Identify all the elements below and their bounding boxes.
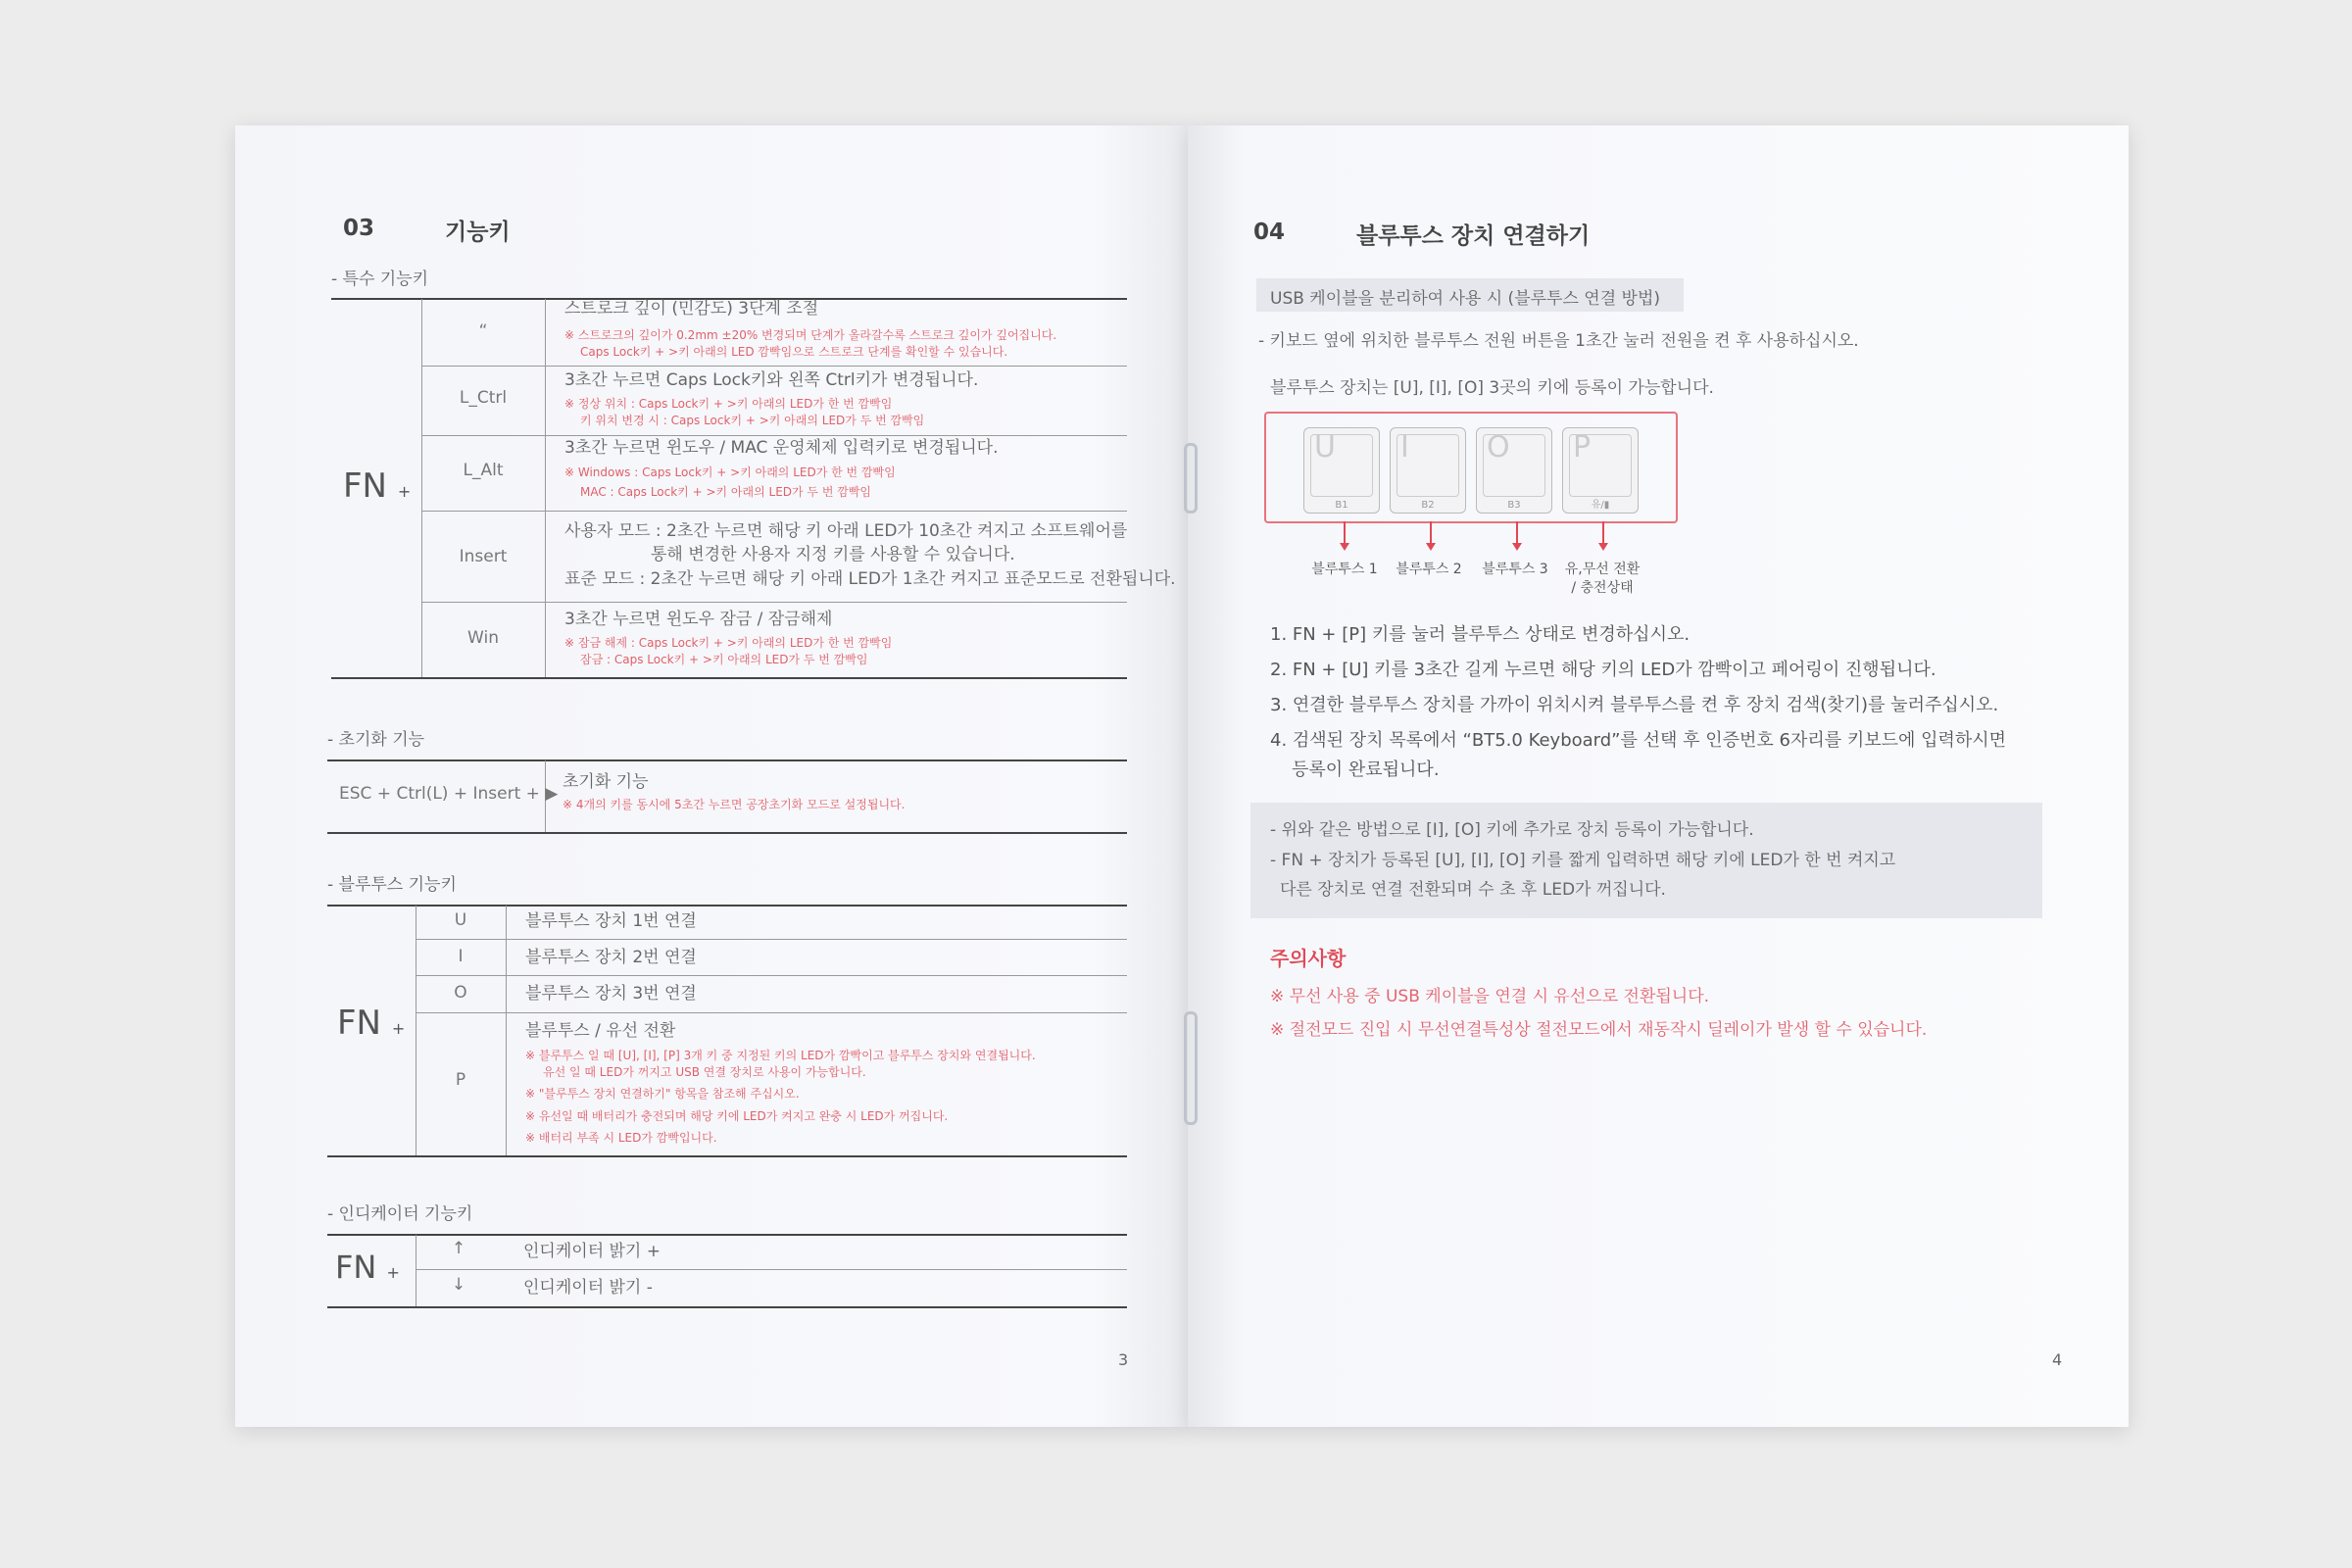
keycap-u: U B1 <box>1303 427 1380 514</box>
key-o: O <box>454 983 467 1003</box>
note-lctrl-1: ※ 정상 위치 : Caps Lock키 + >키 아래의 LED가 한 번 깜빡임 <box>564 397 893 411</box>
info-line-1: - 위와 같은 방법으로 [I], [O] 키에 추가로 장치 등록이 가능합니다. <box>1270 820 1754 840</box>
note-stroke-1: ※ 스트로크의 깊이가 0.2mm ±20% 변경되며 단계가 올라갈수록 스트로크 깊이가 깊어집니다. <box>564 328 1057 342</box>
arrow-4 <box>1602 521 1604 545</box>
fn-label: FN + <box>343 466 412 506</box>
bt-top-rule <box>327 905 1127 906</box>
bt-divider <box>506 906 507 1155</box>
binding-clip-top <box>1184 443 1198 514</box>
section-title: 기능키 <box>445 220 511 245</box>
desc-u: 블루투스 장치 1번 연결 <box>525 911 697 931</box>
fn-label-bt: FN + <box>337 1004 406 1043</box>
subsection-indicator: - 인디케이터 기능키 <box>327 1204 473 1224</box>
table-bottom-rule <box>331 677 1127 679</box>
label-charge-state: / 충전상태 <box>1571 580 1634 596</box>
reset-bottom-rule <box>327 832 1127 834</box>
fn-label-indicator: FN + <box>335 1249 400 1286</box>
ind-bottom-rule <box>327 1306 1127 1308</box>
reset-top-rule <box>327 760 1127 761</box>
desc-lalt: 3초간 누르면 윈도우 / MAC 운영체제 입력키로 변경됩니다. <box>564 438 999 458</box>
note-lalt-2: MAC : Caps Lock키 + >키 아래의 LED가 두 번 깜빡임 <box>580 485 872 499</box>
section-number: 03 <box>343 216 375 241</box>
label-wired-switch: 유,무선 전환 <box>1564 562 1641 577</box>
table-divider <box>421 299 422 677</box>
key-win: Win <box>467 628 499 648</box>
desc-o: 블루투스 장치 3번 연결 <box>525 984 697 1004</box>
note-win-2: 잠금 : Caps Lock키 + >키 아래의 LED가 두 번 깜빡임 <box>580 653 868 666</box>
row-rule <box>421 435 1127 436</box>
note-p-4: ※ 유선일 때 배터리가 충전되며 해당 키에 LED가 켜지고 완충 시 LED가 꺼집니다. <box>525 1109 949 1123</box>
step-4-cont: 등록이 완료됩니다. <box>1292 760 1440 780</box>
desc-win: 3초간 누르면 윈도우 잠금 / 잠금해제 <box>564 610 833 629</box>
key-u: U <box>454 910 467 930</box>
note-p-5: ※ 배터리 부족 시 LED가 깜빡입니다. <box>525 1131 717 1145</box>
key-down-arrow: ↓ <box>451 1275 466 1295</box>
note-p-1: ※ 블루투스 일 때 [U], [I], [P] 3개 키 중 지정된 키의 LED가 깜빡이고 블루투스 장치와 연결됩니다. <box>525 1049 1036 1062</box>
usb-tag-text: USB 케이블을 분리하여 사용 시 (블루투스 연결 방법) <box>1270 289 1661 309</box>
desc-i: 블루투스 장치 2번 연결 <box>525 948 697 967</box>
caution-title: 주의사항 <box>1270 947 1347 970</box>
key-lalt: L_Alt <box>463 461 504 480</box>
key-p: P <box>455 1070 466 1090</box>
step-3: 3. 연결한 블루투스 장치를 가까이 위치시켜 블루투스를 켠 후 장치 검색(찾기)를 눌러주십시오. <box>1270 695 1999 715</box>
row-rule <box>421 366 1127 367</box>
section-title-right: 블루투스 장치 연결하기 <box>1356 223 1591 249</box>
subsection-special-keys: - 특수 기능키 <box>331 270 429 289</box>
label-bt2: 블루투스 2 <box>1396 562 1462 577</box>
row-rule <box>416 1269 1127 1270</box>
step-4: 4. 검색된 장치 목록에서 “BT5.0 Keyboard”를 선택 후 인증번호 6자리를 키보드에 입력하시면 <box>1270 730 2007 751</box>
note-reset: ※ 4개의 키를 동시에 5초간 누르면 공장초기화 모드로 설정됩니다. <box>563 798 906 811</box>
row-rule <box>421 511 1127 512</box>
desc-reset: 초기화 기능 <box>563 772 649 792</box>
note-win-1: ※ 잠금 해제 : Caps Lock키 + >키 아래의 LED가 한 번 깜빡임 <box>564 636 893 650</box>
note-p-2: 유선 일 때 LED가 꺼지고 USB 연결 장치로 사용이 가능합니다. <box>543 1065 866 1079</box>
desc-p: 블루투스 / 유선 전환 <box>525 1021 676 1041</box>
desc-stroke: 스트로크 깊이 (민감도) 3단계 조절 <box>564 299 819 318</box>
desc-insert-2: 통해 변경한 사용자 지정 키를 사용할 수 있습니다. <box>651 545 1015 564</box>
info-line-2: - FN + 장치가 등록된 [U], [I], [O] 키를 짧게 입력하면 해당 키에 LED가 한 번 켜지고 <box>1270 851 1896 870</box>
note-p-3: ※ "블루투스 장치 연결하기" 항목을 참조해 주십시오. <box>525 1087 800 1101</box>
register-text: 블루투스 장치는 [U], [I], [O] 3곳의 키에 등록이 가능합니다. <box>1270 378 1714 398</box>
key-reset-combo: ESC + Ctrl(L) + Insert + ▶ <box>339 784 559 804</box>
bt-bottom-rule <box>327 1155 1127 1157</box>
desc-up: 인디케이터 밝기 + <box>523 1242 662 1261</box>
row-rule <box>416 975 1127 976</box>
keycap-o: O B3 <box>1476 427 1552 514</box>
key-up-arrow: ↑ <box>451 1239 466 1258</box>
key-stroke: “ <box>478 321 488 341</box>
left-page <box>235 125 1188 1427</box>
row-rule <box>421 602 1127 603</box>
key-lctrl: L_Ctrl <box>459 388 508 408</box>
note-lctrl-2: 키 위치 변경 시 : Caps Lock키 + >키 아래의 LED가 두 번 깜빡임 <box>580 414 925 427</box>
step-2: 2. FN + [U] 키를 3초간 길게 누르면 해당 키의 LED가 깜빡이고 페어링이 진행됩니다. <box>1270 660 1936 680</box>
key-insert: Insert <box>459 547 508 566</box>
desc-insert-1: 사용자 모드 : 2초간 누르면 해당 키 아래 LED가 10초간 켜지고 소프트웨어를 <box>564 521 1128 541</box>
step-1: 1. FN + [P] 키를 눌러 블루투스 상태로 변경하십시오. <box>1270 624 1690 645</box>
section-number-right: 04 <box>1253 220 1286 245</box>
arrow-2 <box>1430 521 1432 545</box>
keycap-p: P 유/▮ <box>1562 427 1639 514</box>
table-divider <box>545 299 546 677</box>
label-bt1: 블루투스 1 <box>1311 562 1378 577</box>
desc-insert-3: 표준 모드 : 2초간 누르면 해당 키 아래 LED가 1초간 켜지고 표준모드로 전환됩니다. <box>564 569 1176 589</box>
desc-down: 인디케이터 밝기 - <box>523 1278 653 1298</box>
info-line-3: 다른 장치로 연결 전환되며 수 초 후 LED가 꺼집니다. <box>1280 880 1666 900</box>
subsection-reset: - 초기화 기능 <box>327 730 425 750</box>
note-lalt-1: ※ Windows : Caps Lock키 + >키 아래의 LED가 한 번 깜빡임 <box>564 466 896 479</box>
arrow-1 <box>1344 521 1346 545</box>
keycap-i: I B2 <box>1390 427 1466 514</box>
page-number-left: 3 <box>1118 1350 1129 1369</box>
arrow-3 <box>1516 521 1518 545</box>
page-number-right: 4 <box>2052 1350 2063 1369</box>
label-bt3: 블루투스 3 <box>1482 562 1548 577</box>
row-rule <box>416 1012 1127 1013</box>
caution-1: ※ 무선 사용 중 USB 케이블을 연결 시 유선으로 전환됩니다. <box>1270 987 1710 1006</box>
ind-top-rule <box>327 1234 1127 1236</box>
intro-text: - 키보드 옆에 위치한 블루투스 전원 버튼을 1초간 눌러 전원을 켠 후 사용하십시오. <box>1258 331 1859 351</box>
row-rule <box>416 939 1127 940</box>
key-i: I <box>458 947 464 966</box>
note-stroke-2: Caps Lock키 + >키 아래의 LED 깜빡임으로 스트로크 단계를 확인할 수 있습니다. <box>580 345 1008 359</box>
desc-lctrl: 3초간 누르면 Caps Lock키와 왼쪽 Ctrl키가 변경됩니다. <box>564 370 979 390</box>
caution-2: ※ 절전모드 진입 시 무선연결특성상 절전모드에서 재동작시 딜레이가 발생 할 수 있습니다. <box>1270 1020 1928 1040</box>
subsection-bluetooth: - 블루투스 기능키 <box>327 875 457 895</box>
binding-clip-bottom <box>1184 1011 1198 1125</box>
